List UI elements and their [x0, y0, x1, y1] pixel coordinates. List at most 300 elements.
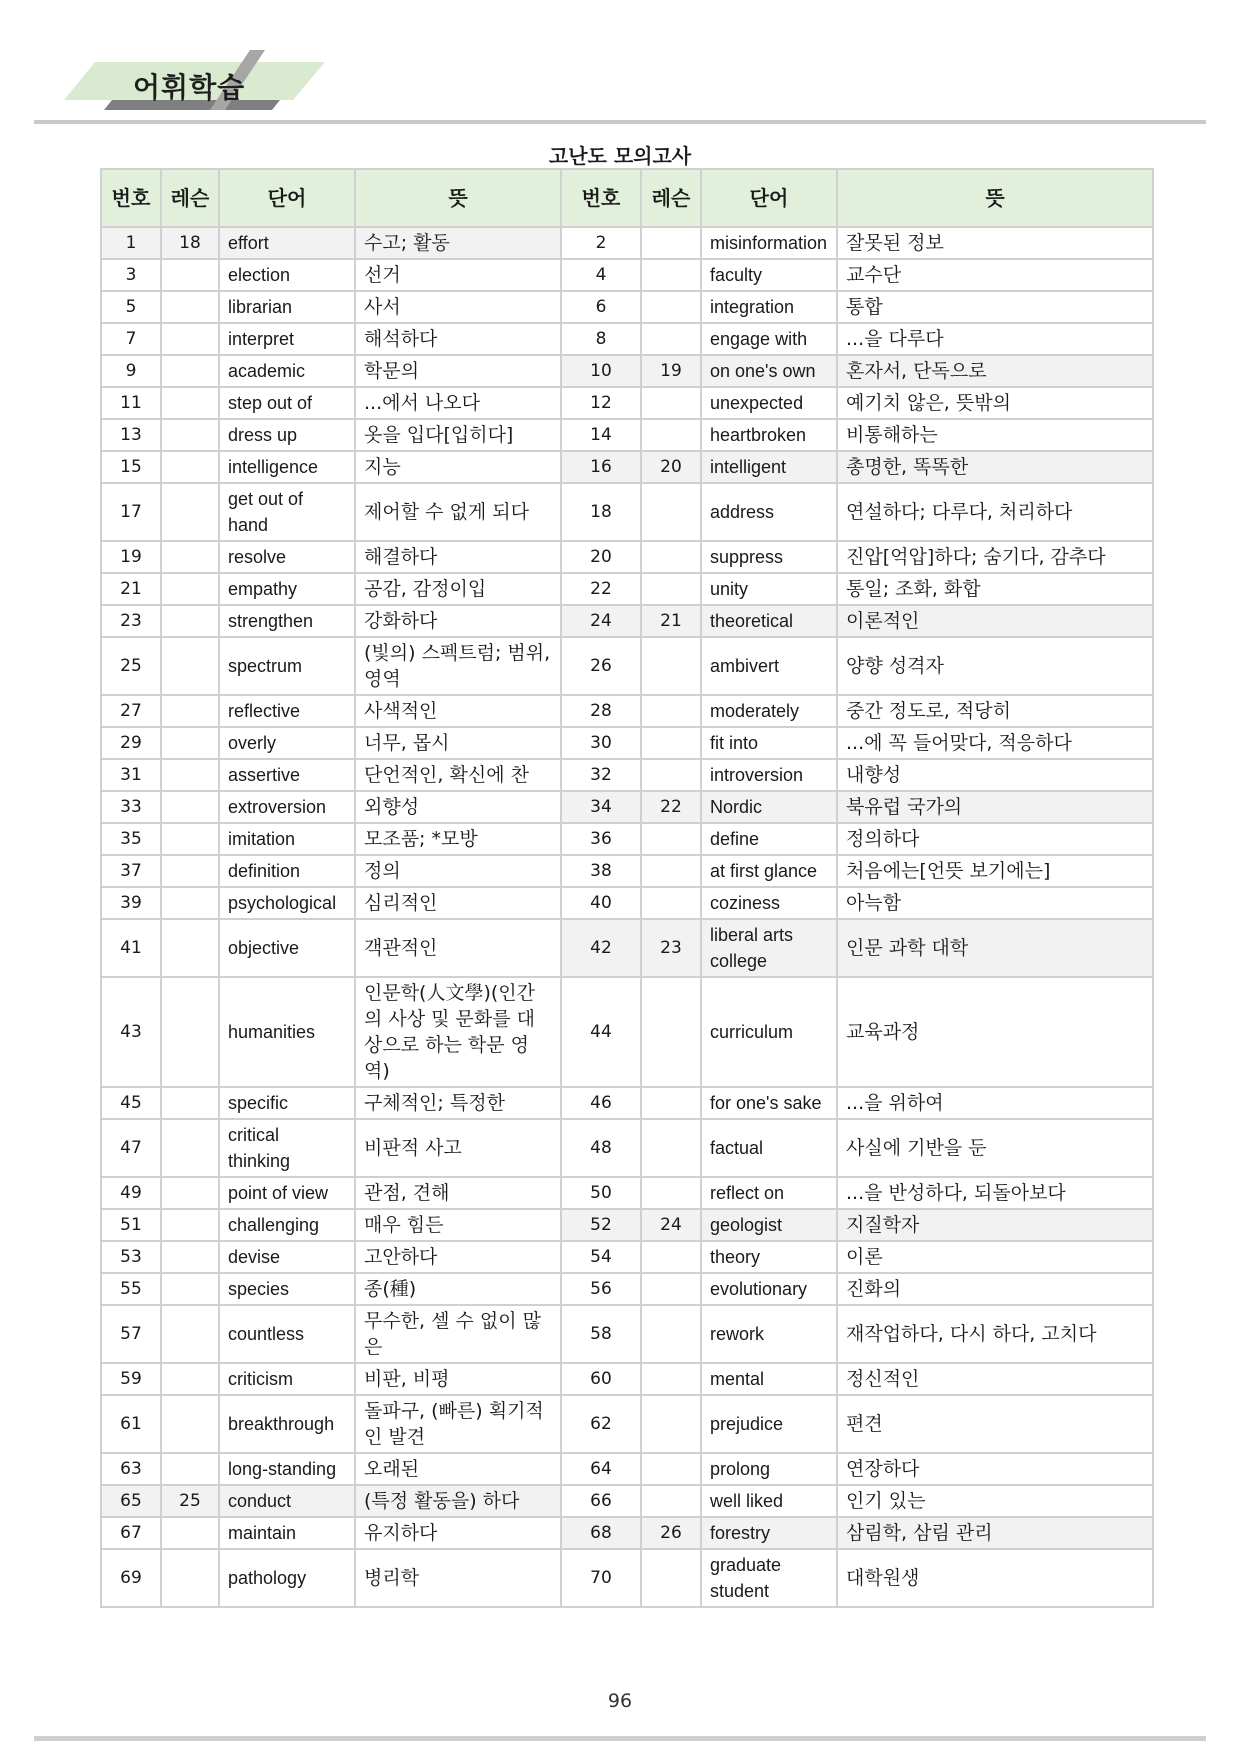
- lesson-number: [161, 887, 219, 919]
- entry-number: 17: [101, 483, 161, 541]
- entry-number: 9: [101, 355, 161, 387]
- lesson-number: [641, 1177, 701, 1209]
- lesson-number: [641, 1453, 701, 1485]
- vocab-word: step out of: [219, 387, 355, 419]
- vocab-word: intelligent: [701, 451, 837, 483]
- table-row: [101, 419, 1153, 451]
- entry-number: 47: [101, 1119, 161, 1177]
- vocab-word: devise: [219, 1241, 355, 1273]
- vocab-word: factual: [701, 1119, 837, 1177]
- header-lesson: 레슨: [641, 169, 701, 227]
- vocab-word: prolong: [701, 1453, 837, 1485]
- entry-number: 59: [101, 1363, 161, 1395]
- vocab-word: get out of hand: [219, 483, 355, 541]
- vocab-meaning: 사서: [355, 291, 561, 323]
- vocab-meaning: 정의하다: [837, 823, 1153, 855]
- table-row: [101, 323, 1153, 355]
- vocab-word: address: [701, 483, 837, 541]
- vocab-meaning: 학문의: [355, 355, 561, 387]
- vocab-word: psychological: [219, 887, 355, 919]
- entry-number: 68: [561, 1517, 641, 1549]
- lesson-number: [161, 1305, 219, 1363]
- vocab-word: fit into: [701, 727, 837, 759]
- entry-number: 61: [101, 1395, 161, 1453]
- table-row: [101, 541, 1153, 573]
- section-banner: [0, 0, 1240, 130]
- vocab-word: prejudice: [701, 1395, 837, 1453]
- vocab-meaning: 강화하다: [355, 605, 561, 637]
- entry-number: 49: [101, 1177, 161, 1209]
- table-row: [101, 1087, 1153, 1119]
- vocab-word: graduate student: [701, 1549, 837, 1607]
- vocab-word: humanities: [219, 977, 355, 1087]
- table-row: [101, 1363, 1153, 1395]
- lesson-number: [641, 259, 701, 291]
- lesson-number: [641, 695, 701, 727]
- vocab-word: extroversion: [219, 791, 355, 823]
- entry-number: 64: [561, 1453, 641, 1485]
- vocab-meaning: (빛의) 스펙트럼; 범위, 영역: [355, 637, 561, 695]
- header-number: 번호: [561, 169, 641, 227]
- vocab-word: pathology: [219, 1549, 355, 1607]
- vocab-word: strengthen: [219, 605, 355, 637]
- entry-number: 46: [561, 1087, 641, 1119]
- vocab-meaning: 연장하다: [837, 1453, 1153, 1485]
- vocab-meaning: 북유럽 국가의: [837, 791, 1153, 823]
- vocab-meaning: 유지하다: [355, 1517, 561, 1549]
- vocab-meaning: 진화의: [837, 1273, 1153, 1305]
- entry-number: 48: [561, 1119, 641, 1177]
- lesson-number: [161, 759, 219, 791]
- table-title: 고난도 모의고사: [548, 144, 692, 168]
- vocab-word: dress up: [219, 419, 355, 451]
- lesson-number: [641, 227, 701, 259]
- entry-number: 53: [101, 1241, 161, 1273]
- lesson-number: [641, 1305, 701, 1363]
- vocab-word: integration: [701, 291, 837, 323]
- lesson-number: 23: [641, 919, 701, 977]
- lesson-number: [641, 1119, 701, 1177]
- vocab-meaning: 중간 정도로, 적당히: [837, 695, 1153, 727]
- entry-number: 13: [101, 419, 161, 451]
- header-number: 번호: [101, 169, 161, 227]
- table-row: [101, 605, 1153, 637]
- vocab-word: well liked: [701, 1485, 837, 1517]
- vocab-word: librarian: [219, 291, 355, 323]
- vocab-meaning: 해석하다: [355, 323, 561, 355]
- entry-number: 65: [101, 1485, 161, 1517]
- entry-number: 66: [561, 1485, 641, 1517]
- entry-number: 23: [101, 605, 161, 637]
- vocab-word: theoretical: [701, 605, 837, 637]
- page-number: 96: [607, 1690, 633, 1712]
- lesson-number: [641, 637, 701, 695]
- lesson-number: [161, 483, 219, 541]
- lesson-number: [161, 977, 219, 1087]
- vocab-word: species: [219, 1273, 355, 1305]
- vocab-word: unity: [701, 573, 837, 605]
- table-row: [101, 977, 1153, 1087]
- vocab-word: challenging: [219, 1209, 355, 1241]
- lesson-number: [641, 1363, 701, 1395]
- lesson-number: [161, 1177, 219, 1209]
- entry-number: 52: [561, 1209, 641, 1241]
- vocab-word: long-standing: [219, 1453, 355, 1485]
- vocab-word: conduct: [219, 1485, 355, 1517]
- vocab-meaning: 비통해하는: [837, 419, 1153, 451]
- vocab-word: geologist: [701, 1209, 837, 1241]
- vocab-word: point of view: [219, 1177, 355, 1209]
- vocab-meaning: 단언적인, 확신에 찬: [355, 759, 561, 791]
- vocab-word: specific: [219, 1087, 355, 1119]
- entry-number: 20: [561, 541, 641, 573]
- table-header-row: [101, 169, 1153, 227]
- table-row: [101, 1485, 1153, 1517]
- lesson-number: [161, 541, 219, 573]
- vocab-meaning: 구체적인; 특정한: [355, 1087, 561, 1119]
- vocab-word: overly: [219, 727, 355, 759]
- entry-number: 35: [101, 823, 161, 855]
- vocab-meaning: 지질학자: [837, 1209, 1153, 1241]
- entry-number: 70: [561, 1549, 641, 1607]
- vocab-meaning: 사색적인: [355, 695, 561, 727]
- table-row: [101, 483, 1153, 541]
- entry-number: 14: [561, 419, 641, 451]
- vocab-word: suppress: [701, 541, 837, 573]
- lesson-number: [161, 451, 219, 483]
- lesson-number: [161, 605, 219, 637]
- entry-number: 43: [101, 977, 161, 1087]
- vocab-word: curriculum: [701, 977, 837, 1087]
- entry-number: 29: [101, 727, 161, 759]
- table-row: [101, 887, 1153, 919]
- table-row: [101, 1177, 1153, 1209]
- lesson-number: [641, 323, 701, 355]
- lesson-number: [641, 977, 701, 1087]
- vocabulary-table: [100, 168, 1154, 1608]
- lesson-number: [161, 1209, 219, 1241]
- lesson-number: [161, 1453, 219, 1485]
- lesson-number: 26: [641, 1517, 701, 1549]
- vocab-meaning: 이론적인: [837, 605, 1153, 637]
- bottom-divider: [34, 1736, 1206, 1741]
- vocab-word: theory: [701, 1241, 837, 1273]
- entry-number: 11: [101, 387, 161, 419]
- entry-number: 45: [101, 1087, 161, 1119]
- vocab-word: Nordic: [701, 791, 837, 823]
- entry-number: 44: [561, 977, 641, 1087]
- vocab-meaning: 잘못된 정보: [837, 227, 1153, 259]
- lesson-number: 21: [641, 605, 701, 637]
- vocab-meaning: ...에서 나오다: [355, 387, 561, 419]
- entry-number: 58: [561, 1305, 641, 1363]
- vocab-word: resolve: [219, 541, 355, 573]
- lesson-number: [641, 1241, 701, 1273]
- vocab-meaning: 지능: [355, 451, 561, 483]
- entry-number: 36: [561, 823, 641, 855]
- entry-number: 5: [101, 291, 161, 323]
- vocab-meaning: 고안하다: [355, 1241, 561, 1273]
- header-meaning: 뜻: [837, 169, 1153, 227]
- vocab-meaning: 정신적인: [837, 1363, 1153, 1395]
- table-row: [101, 355, 1153, 387]
- lesson-number: [161, 1549, 219, 1607]
- vocab-meaning: 혼자서, 단독으로: [837, 355, 1153, 387]
- vocab-word: reflect on: [701, 1177, 837, 1209]
- table-row: [101, 759, 1153, 791]
- vocab-meaning: 너무, 몹시: [355, 727, 561, 759]
- entry-number: 18: [561, 483, 641, 541]
- vocab-word: effort: [219, 227, 355, 259]
- vocab-word: interpret: [219, 323, 355, 355]
- entry-number: 1: [101, 227, 161, 259]
- vocab-word: countless: [219, 1305, 355, 1363]
- lesson-number: [641, 483, 701, 541]
- lesson-number: [161, 291, 219, 323]
- entry-number: 41: [101, 919, 161, 977]
- vocab-meaning: 진압[억압]하다; 숨기다, 감추다: [837, 541, 1153, 573]
- top-divider: [34, 120, 1206, 124]
- vocab-meaning: 수고; 활동: [355, 227, 561, 259]
- vocab-meaning: ...에 꼭 들어맞다, 적응하다: [837, 727, 1153, 759]
- table-row: [101, 227, 1153, 259]
- entry-number: 37: [101, 855, 161, 887]
- header-lesson: 레슨: [161, 169, 219, 227]
- vocab-meaning: 해결하다: [355, 541, 561, 573]
- lesson-number: [161, 1087, 219, 1119]
- lesson-number: [161, 695, 219, 727]
- vocab-meaning: (특정 활동을) 하다: [355, 1485, 561, 1517]
- lesson-number: [641, 1395, 701, 1453]
- lesson-number: [161, 323, 219, 355]
- table-row: [101, 823, 1153, 855]
- table-row: [101, 1395, 1153, 1453]
- vocab-meaning: 연설하다; 다루다, 처리하다: [837, 483, 1153, 541]
- vocab-word: engage with: [701, 323, 837, 355]
- entry-number: 6: [561, 291, 641, 323]
- vocab-word: misinformation: [701, 227, 837, 259]
- vocab-word: unexpected: [701, 387, 837, 419]
- entry-number: 50: [561, 1177, 641, 1209]
- lesson-number: [161, 1241, 219, 1273]
- lesson-number: 19: [641, 355, 701, 387]
- lesson-number: [641, 887, 701, 919]
- vocab-meaning: 삼림학, 삼림 관리: [837, 1517, 1153, 1549]
- lesson-number: [641, 1273, 701, 1305]
- entry-number: 10: [561, 355, 641, 387]
- vocab-word: spectrum: [219, 637, 355, 695]
- lesson-number: [161, 855, 219, 887]
- entry-number: 33: [101, 791, 161, 823]
- lesson-number: [161, 387, 219, 419]
- table-row: [101, 1305, 1153, 1363]
- lesson-number: [161, 1273, 219, 1305]
- vocab-meaning: 모조품; *모방: [355, 823, 561, 855]
- vocab-meaning: ...을 반성하다, 되돌아보다: [837, 1177, 1153, 1209]
- lesson-number: [641, 1485, 701, 1517]
- lesson-number: [161, 637, 219, 695]
- vocab-word: evolutionary: [701, 1273, 837, 1305]
- vocab-meaning: 심리적인: [355, 887, 561, 919]
- vocab-word: imitation: [219, 823, 355, 855]
- vocab-meaning: 관점, 견해: [355, 1177, 561, 1209]
- vocab-word: intelligence: [219, 451, 355, 483]
- lesson-number: [641, 419, 701, 451]
- vocab-meaning: 공감, 감정이입: [355, 573, 561, 605]
- lesson-number: [641, 541, 701, 573]
- entry-number: 24: [561, 605, 641, 637]
- vocab-meaning: 외향성: [355, 791, 561, 823]
- entry-number: 30: [561, 727, 641, 759]
- lesson-number: 24: [641, 1209, 701, 1241]
- lesson-number: 20: [641, 451, 701, 483]
- vocab-meaning: 옷을 입다[입히다]: [355, 419, 561, 451]
- vocab-meaning: 무수한, 셀 수 없이 많은: [355, 1305, 561, 1363]
- vocab-word: reflective: [219, 695, 355, 727]
- vocab-meaning: 아늑함: [837, 887, 1153, 919]
- entry-number: 34: [561, 791, 641, 823]
- vocab-word: heartbroken: [701, 419, 837, 451]
- lesson-number: [161, 1517, 219, 1549]
- vocab-word: breakthrough: [219, 1395, 355, 1453]
- table-row: [101, 855, 1153, 887]
- entry-number: 12: [561, 387, 641, 419]
- lesson-number: [641, 855, 701, 887]
- entry-number: 67: [101, 1517, 161, 1549]
- lesson-number: 25: [161, 1485, 219, 1517]
- lesson-number: [641, 1087, 701, 1119]
- lesson-number: [161, 419, 219, 451]
- lesson-number: [641, 1549, 701, 1607]
- lesson-number: [161, 259, 219, 291]
- vocab-meaning: 대학원생: [837, 1549, 1153, 1607]
- vocab-word: rework: [701, 1305, 837, 1363]
- entry-number: 8: [561, 323, 641, 355]
- vocab-meaning: 종(種): [355, 1273, 561, 1305]
- vocab-meaning: 선거: [355, 259, 561, 291]
- vocab-word: coziness: [701, 887, 837, 919]
- vocab-meaning: 인문학(人文學)(인간의 사상 및 문화를 대상으로 하는 학문 영역): [355, 977, 561, 1087]
- entry-number: 7: [101, 323, 161, 355]
- lesson-number: 18: [161, 227, 219, 259]
- vocab-meaning: 내향성: [837, 759, 1153, 791]
- vocab-meaning: 교수단: [837, 259, 1153, 291]
- table-row: [101, 1517, 1153, 1549]
- vocab-word: definition: [219, 855, 355, 887]
- vocab-word: faculty: [701, 259, 837, 291]
- vocab-word: mental: [701, 1363, 837, 1395]
- vocab-word: for one's sake: [701, 1087, 837, 1119]
- vocab-word: objective: [219, 919, 355, 977]
- table-row: [101, 1453, 1153, 1485]
- entry-number: 42: [561, 919, 641, 977]
- vocab-word: election: [219, 259, 355, 291]
- entry-number: 51: [101, 1209, 161, 1241]
- table-row: [101, 919, 1153, 977]
- lesson-number: [641, 387, 701, 419]
- lesson-number: [161, 823, 219, 855]
- table-row: [101, 791, 1153, 823]
- vocab-meaning: 정의: [355, 855, 561, 887]
- vocab-meaning: 이론: [837, 1241, 1153, 1273]
- entry-number: 25: [101, 637, 161, 695]
- lesson-number: [161, 727, 219, 759]
- entry-number: 55: [101, 1273, 161, 1305]
- entry-number: 60: [561, 1363, 641, 1395]
- table-row: [101, 387, 1153, 419]
- entry-number: 26: [561, 637, 641, 695]
- entry-number: 38: [561, 855, 641, 887]
- entry-number: 69: [101, 1549, 161, 1607]
- table-row: [101, 727, 1153, 759]
- lesson-number: [161, 1395, 219, 1453]
- entry-number: 2: [561, 227, 641, 259]
- lesson-number: [161, 573, 219, 605]
- vocab-meaning: 인문 과학 대학: [837, 919, 1153, 977]
- vocab-meaning: 병리학: [355, 1549, 561, 1607]
- vocab-meaning: 통일; 조화, 화합: [837, 573, 1153, 605]
- table-row: [101, 573, 1153, 605]
- table-row: [101, 259, 1153, 291]
- table-row: [101, 1549, 1153, 1607]
- lesson-number: [161, 1119, 219, 1177]
- lesson-number: [641, 759, 701, 791]
- entry-number: 4: [561, 259, 641, 291]
- vocab-word: empathy: [219, 573, 355, 605]
- entry-number: 39: [101, 887, 161, 919]
- vocab-word: on one's own: [701, 355, 837, 387]
- table-row: [101, 637, 1153, 695]
- vocab-meaning: 교육과정: [837, 977, 1153, 1087]
- lesson-number: [161, 1363, 219, 1395]
- lesson-number: [641, 727, 701, 759]
- header-word: 단어: [701, 169, 837, 227]
- banner-shape: [0, 0, 1240, 130]
- entry-number: 31: [101, 759, 161, 791]
- entry-number: 54: [561, 1241, 641, 1273]
- vocab-meaning: 오래된: [355, 1453, 561, 1485]
- vocab-meaning: ...을 위하여: [837, 1087, 1153, 1119]
- vocab-word: critical thinking: [219, 1119, 355, 1177]
- vocab-word: forestry: [701, 1517, 837, 1549]
- vocab-word: moderately: [701, 695, 837, 727]
- lesson-number: 22: [641, 791, 701, 823]
- entry-number: 32: [561, 759, 641, 791]
- vocab-word: at first glance: [701, 855, 837, 887]
- vocab-meaning: 처음에는[언뜻 보기에는]: [837, 855, 1153, 887]
- table-row: [101, 1209, 1153, 1241]
- vocab-meaning: 객관적인: [355, 919, 561, 977]
- entry-number: 63: [101, 1453, 161, 1485]
- vocab-meaning: 양향 성격자: [837, 637, 1153, 695]
- lesson-number: [161, 355, 219, 387]
- vocab-word: assertive: [219, 759, 355, 791]
- vocab-word: introversion: [701, 759, 837, 791]
- entry-number: 62: [561, 1395, 641, 1453]
- table-row: [101, 695, 1153, 727]
- entry-number: 15: [101, 451, 161, 483]
- entry-number: 21: [101, 573, 161, 605]
- vocab-meaning: ...을 다루다: [837, 323, 1153, 355]
- vocab-meaning: 통합: [837, 291, 1153, 323]
- lesson-number: [161, 919, 219, 977]
- vocab-meaning: 예기치 않은, 뜻밖의: [837, 387, 1153, 419]
- vocab-meaning: 총명한, 똑똑한: [837, 451, 1153, 483]
- vocab-meaning: 사실에 기반을 둔: [837, 1119, 1153, 1177]
- vocab-word: academic: [219, 355, 355, 387]
- entry-number: 16: [561, 451, 641, 483]
- entry-number: 27: [101, 695, 161, 727]
